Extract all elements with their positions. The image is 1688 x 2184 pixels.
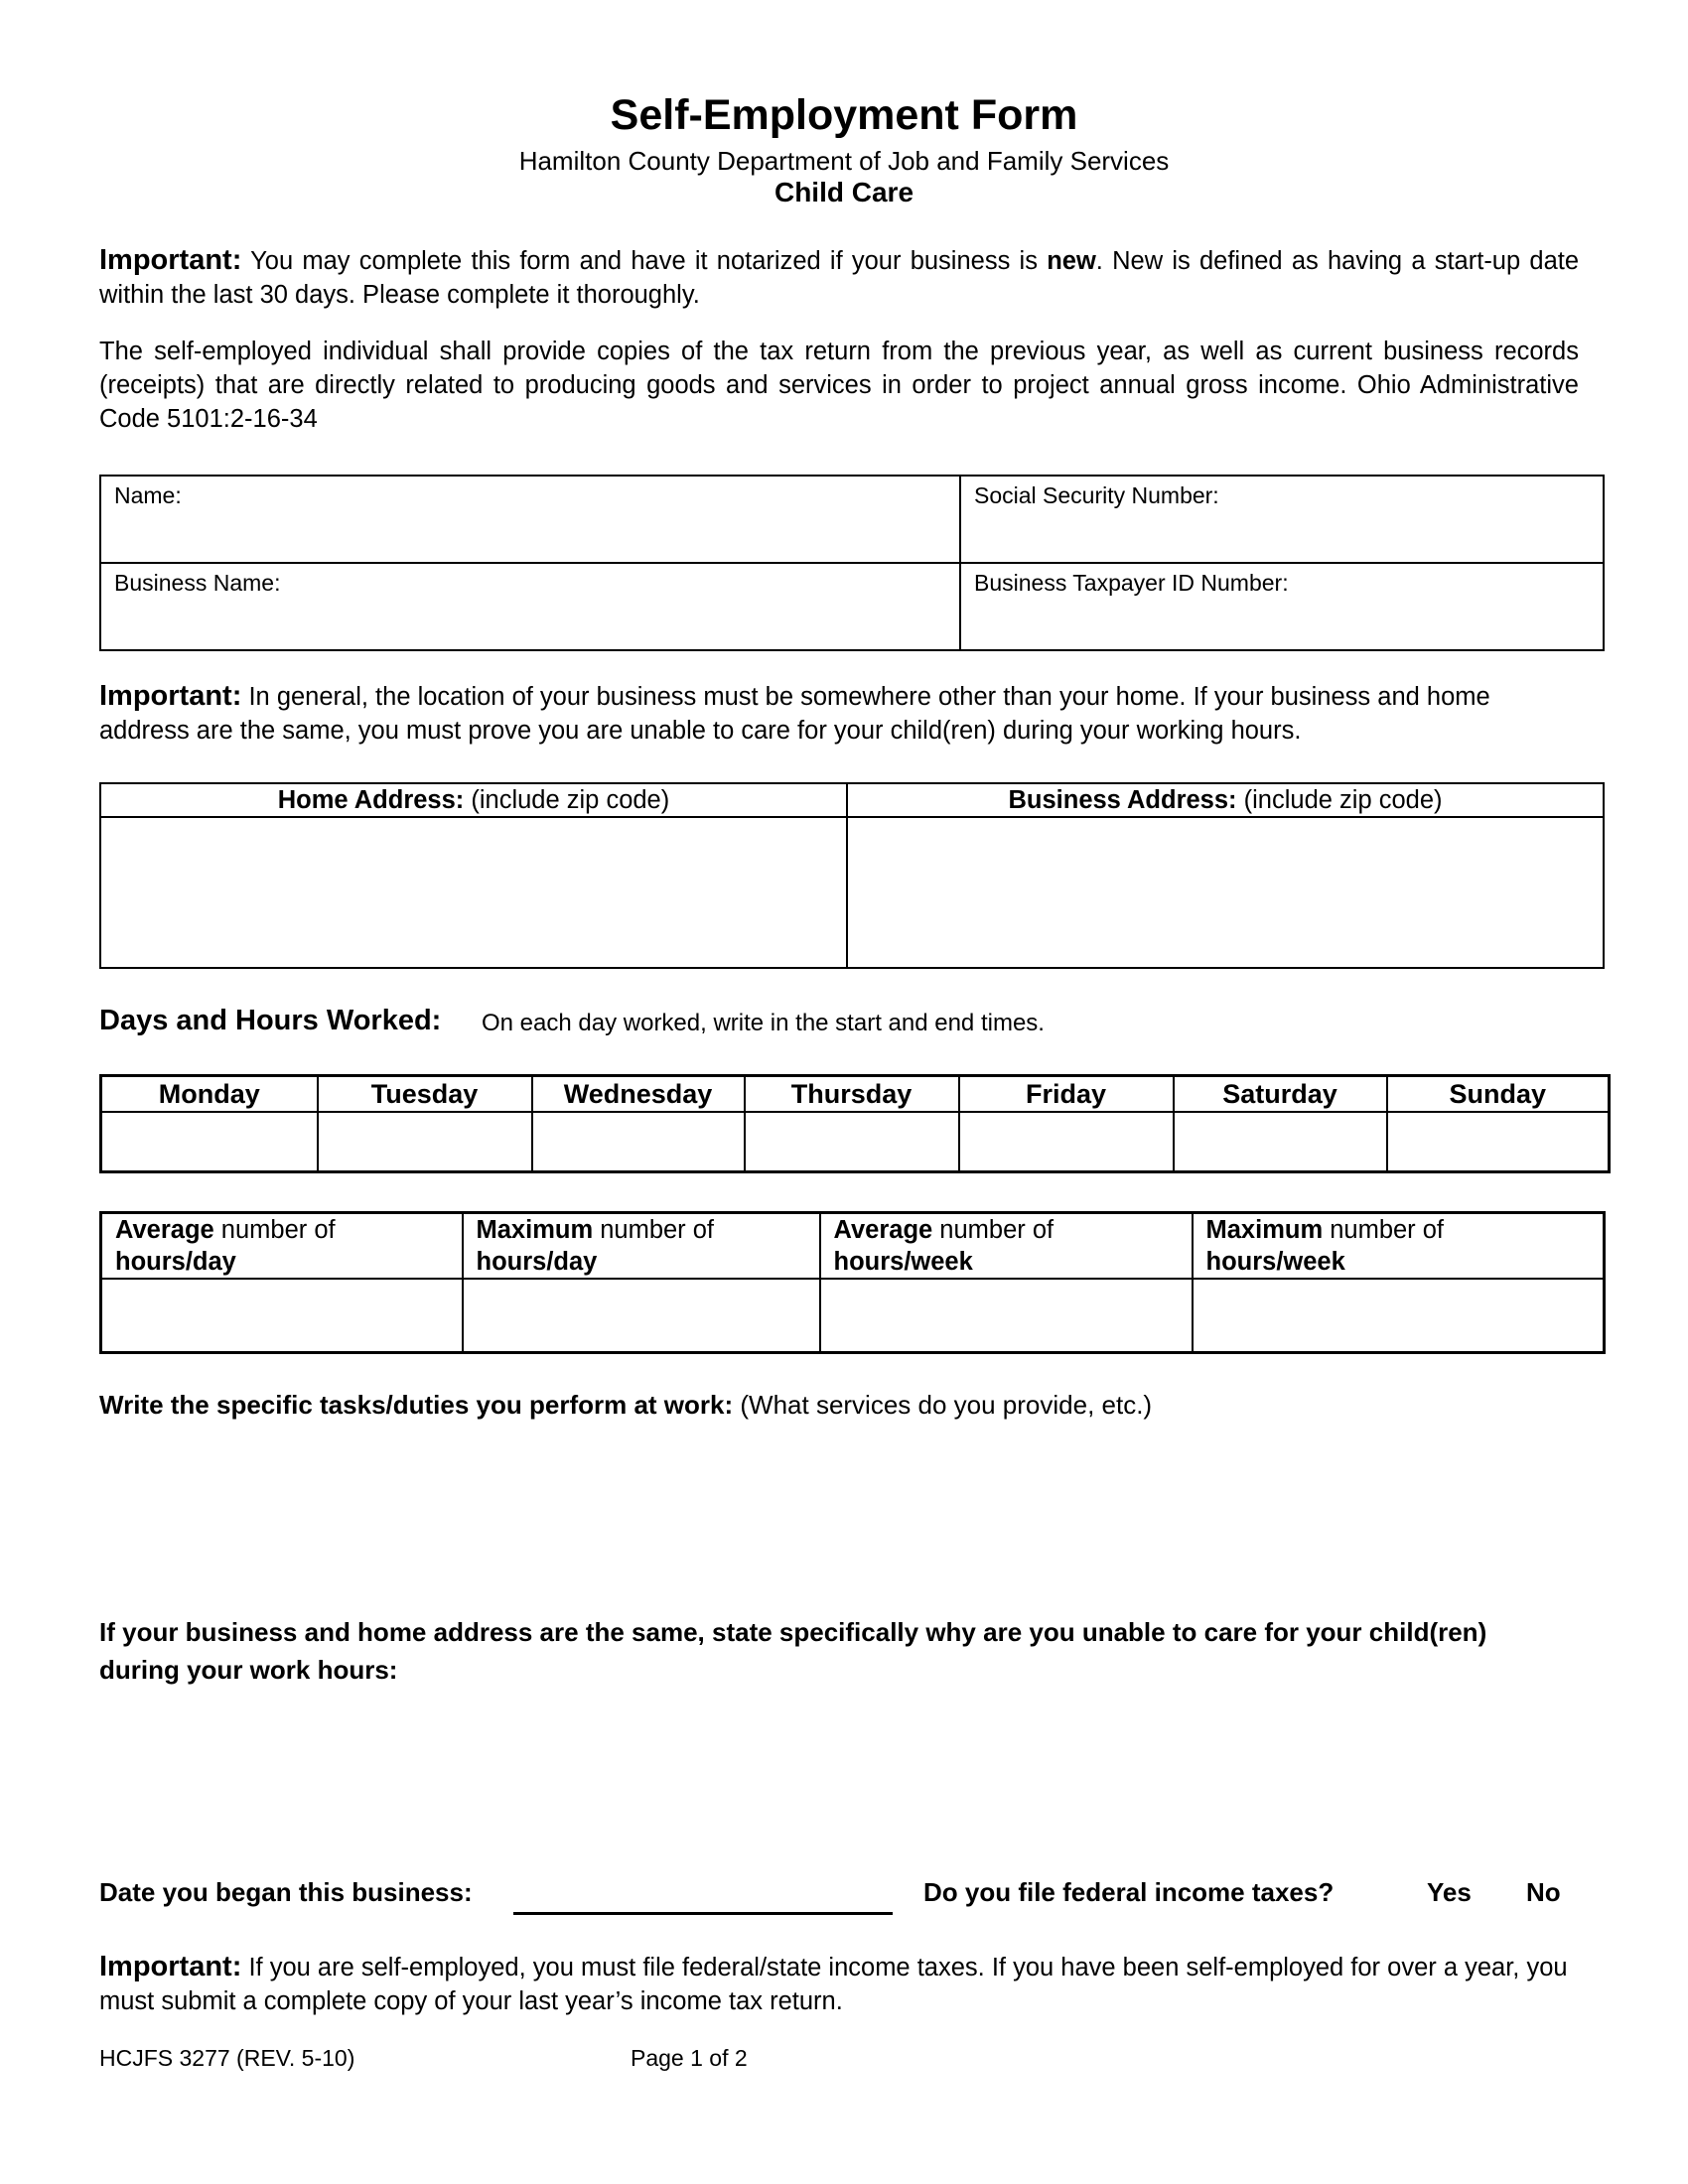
applicant-info-table [99, 475, 1605, 651]
same-address-answer-area[interactable] [99, 1698, 1603, 1856]
home-address-label: Home Address: [277, 785, 465, 814]
ssn-field[interactable] [960, 476, 1604, 563]
number-of-text: number of [932, 1216, 1055, 1244]
federal-tax-question: Do you file federal income taxes? [923, 1877, 1335, 1907]
day-header-friday: Friday [959, 1076, 1174, 1113]
number-of-text: number of [1323, 1216, 1445, 1244]
number-of-text: number of [213, 1216, 336, 1244]
day-header-sunday: Sunday [1387, 1076, 1610, 1113]
intro-text-1: You may complete this form and have it notarized if your business is [250, 247, 1038, 275]
business-name-field[interactable] [100, 563, 960, 650]
home-address-field[interactable] [100, 817, 847, 968]
business-address-header [847, 783, 1604, 817]
name-field[interactable] [100, 476, 960, 563]
wednesday-hours-field[interactable] [532, 1112, 745, 1172]
avg-word: Average [833, 1216, 933, 1244]
day-header-thursday: Thursday [745, 1076, 959, 1113]
location-note [99, 679, 1579, 748]
thursday-hours-field[interactable] [745, 1112, 959, 1172]
business-name-label: Business Name: [114, 570, 281, 596]
page-number: Page 1 of 2 [631, 2045, 748, 2071]
yes-option[interactable]: Yes [1427, 1877, 1472, 1907]
address-table [99, 782, 1605, 969]
days-worked-table [99, 1074, 1611, 1173]
max-hours-day-header [463, 1213, 820, 1280]
name-label: Name: [114, 482, 182, 508]
same-address-question: If your business and home address are the same, state specifically why are you unable to care for your child(ren) during your work hours: [99, 1617, 1487, 1685]
unit-text: hours/week [1205, 1248, 1345, 1276]
location-note-text: In general, the location of your business must be somewhere other than your home. If your business and home address are the same, you must prove you are unable to care for your child(ren) during your working hours. [99, 683, 1490, 745]
day-header-wednesday: Wednesday [532, 1076, 745, 1113]
unit-text: hours/day [115, 1248, 236, 1276]
business-start-date-field[interactable] [513, 1912, 893, 1915]
important-label: Important: [99, 1951, 242, 1982]
tax-return-paragraph: The self-employed individual shall provide copies of the tax return from the previous year, as well as current business records (receipts) that are directly related to producing goods and services in order to project annual gross income. Ohio Administrative Code 5101:2-16-34 [99, 338, 1579, 433]
max-hours-week-header [1193, 1213, 1605, 1280]
business-address-note: (include zip code) [1243, 785, 1443, 814]
day-header-saturday: Saturday [1174, 1076, 1387, 1113]
no-option[interactable]: No [1526, 1877, 1561, 1907]
business-start-date-label: Date you began this business: [99, 1877, 473, 1907]
form-id: HCJFS 3277 (REV. 5-10) [99, 2045, 355, 2071]
taxpayer-id-label: Business Taxpayer ID Number: [974, 570, 1289, 596]
max-word: Maximum [1205, 1216, 1324, 1244]
home-address-note: (include zip code) [471, 785, 670, 814]
taxpayer-id-field[interactable] [960, 563, 1604, 650]
unit-text: hours/day [476, 1248, 598, 1276]
max-word: Maximum [476, 1216, 594, 1244]
new-word: new [1047, 247, 1096, 275]
avg-hours-day-field[interactable] [101, 1279, 463, 1353]
avg-hours-week-field[interactable] [820, 1279, 1193, 1353]
monday-hours-field[interactable] [101, 1112, 318, 1172]
avg-hours-day-header [101, 1213, 463, 1280]
days-hours-instruction: On each day worked, write in the start and end times. [482, 1010, 1045, 1036]
important-label: Important: [99, 680, 242, 712]
home-address-header [100, 783, 847, 817]
tasks-note: (What services do you provide, etc.) [740, 1390, 1153, 1420]
max-hours-day-field[interactable] [463, 1279, 820, 1353]
tasks-answer-area[interactable] [99, 1430, 1603, 1598]
tuesday-hours-field[interactable] [318, 1112, 532, 1172]
day-header-monday: Monday [101, 1076, 318, 1113]
intro-paragraph [99, 243, 1579, 312]
intro-text-2: . New is defined as having a start-up date within the last 30 days. Please complete it thoroughly. [99, 247, 1580, 309]
form-subtitle: Child Care [774, 177, 914, 207]
hours-summary-table [99, 1211, 1606, 1354]
important-label: Important: [99, 244, 242, 276]
tasks-question [99, 1386, 1579, 1424]
business-address-label: Business Address: [1008, 785, 1237, 814]
tax-note-text: If you are self-employed, you must file federal/state income taxes. If you have been self-employed for over a year, you must submit a complete copy of your last year’s income tax return. [99, 1954, 1568, 2015]
max-hours-week-field[interactable] [1193, 1279, 1605, 1353]
avg-word: Average [115, 1216, 214, 1244]
avg-hours-week-header [820, 1213, 1193, 1280]
tasks-label: Write the specific tasks/duties you perform at work: [99, 1390, 734, 1420]
friday-hours-field[interactable] [959, 1112, 1174, 1172]
day-header-tuesday: Tuesday [318, 1076, 532, 1113]
department-name: Hamilton County Department of Job and Family Services [518, 146, 1170, 176]
saturday-hours-field[interactable] [1174, 1112, 1387, 1172]
business-address-field[interactable] [847, 817, 1604, 968]
number-of-text: number of [593, 1216, 715, 1244]
days-hours-label: Days and Hours Worked: [99, 1005, 442, 1036]
form-title: Self-Employment Form [610, 91, 1078, 139]
unit-text: hours/week [833, 1248, 973, 1276]
tax-note [99, 1950, 1579, 2018]
ssn-label: Social Security Number: [974, 482, 1219, 508]
sunday-hours-field[interactable] [1387, 1112, 1610, 1172]
